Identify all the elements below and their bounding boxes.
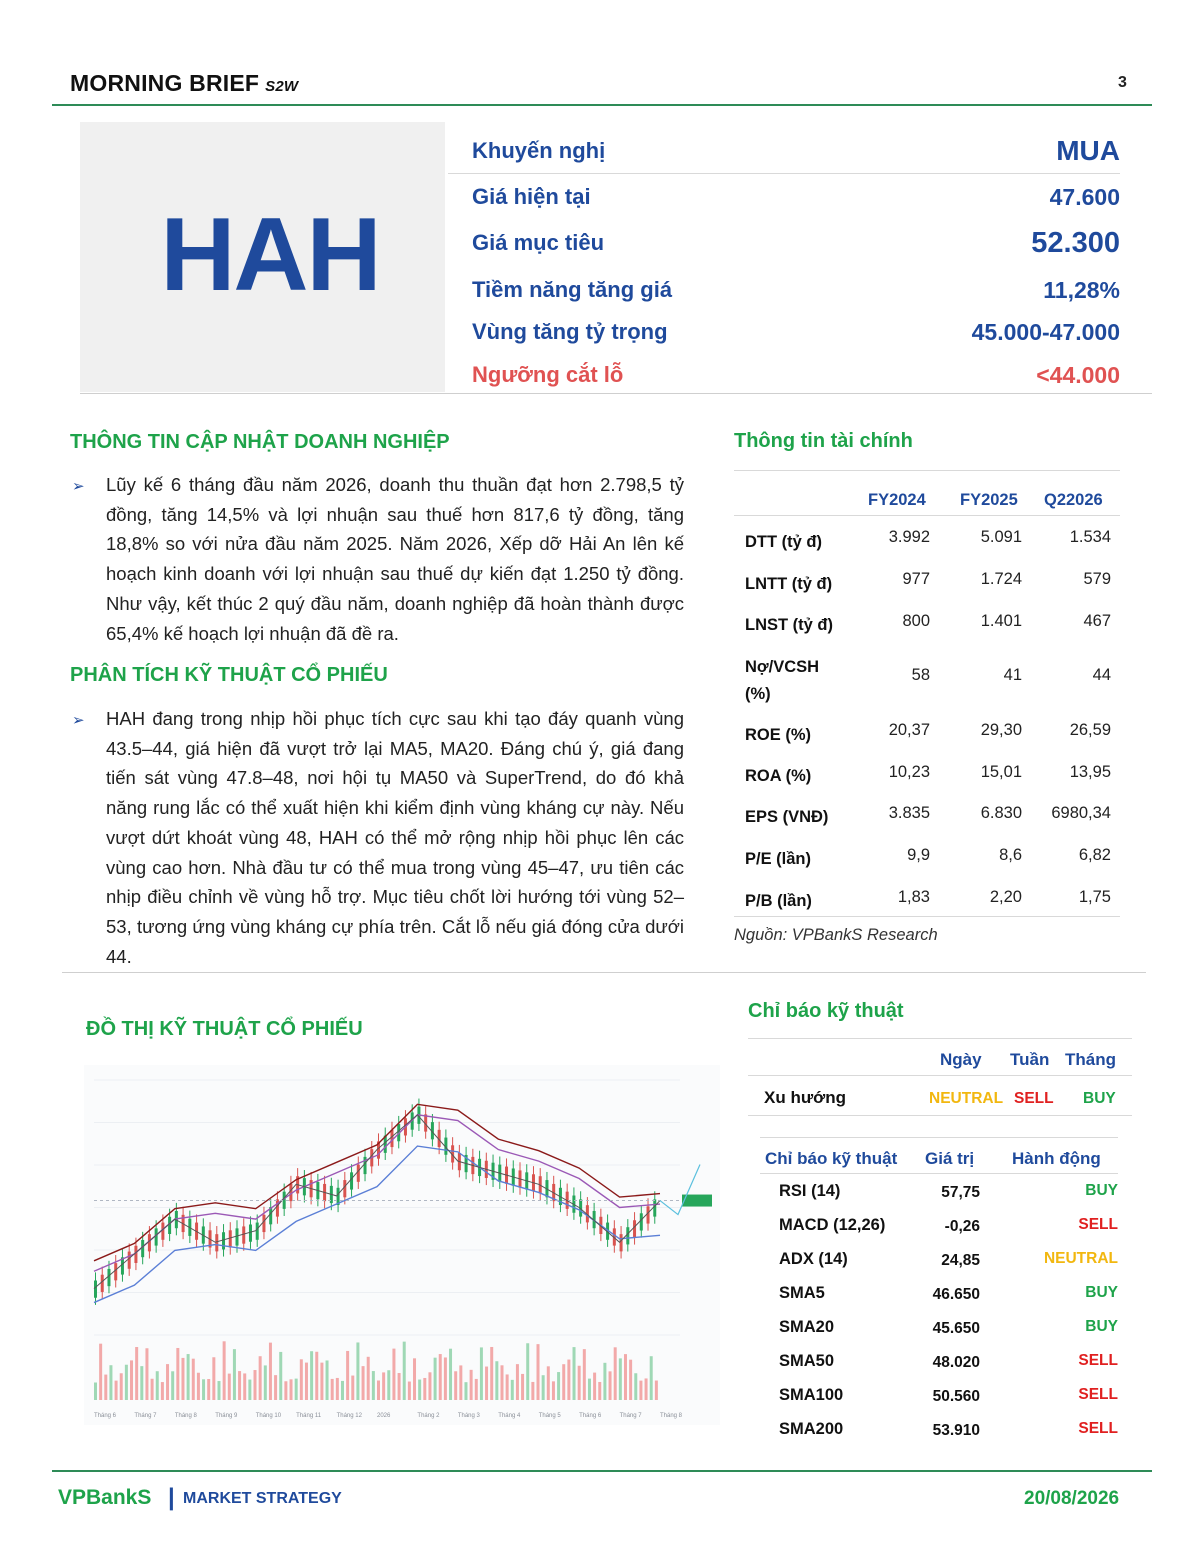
candle-body [94, 1281, 97, 1298]
volume-bar [480, 1347, 483, 1400]
indicator-value: 48.020 [932, 1354, 980, 1371]
candle-body [101, 1275, 104, 1292]
volume-bar [475, 1379, 478, 1400]
indicator-name: SMA50 [779, 1352, 835, 1370]
volume-bar [537, 1344, 540, 1400]
footer-date: 20/08/2026 [1024, 1488, 1120, 1509]
fin-row-label: ROA (%) [745, 767, 812, 785]
technical-section-title: PHÂN TÍCH KỸ THUẬT CỔ PHIẾU [70, 664, 388, 686]
rec-value: <44.000 [1036, 362, 1120, 388]
footer-divider [52, 1470, 1152, 1472]
volume-bar [495, 1361, 498, 1400]
x-tick-label: Tháng 7 [619, 1413, 642, 1419]
volume-bar [341, 1381, 344, 1400]
rec-value: 11,28% [1043, 277, 1120, 303]
rec-value: 52.300 [1031, 227, 1120, 259]
indicator-name: MACD (12,26) [779, 1216, 886, 1234]
volume-bar [295, 1379, 298, 1400]
volume-bar [377, 1380, 380, 1400]
chart-section-title: ĐỒ THỊ KỸ THUẬT CỔ PHIẾU [86, 1018, 363, 1040]
volume-bar [192, 1359, 195, 1400]
footer-brand: VPBankS [58, 1486, 152, 1509]
fin-cell: 579 [1083, 570, 1111, 588]
volume-bar [145, 1348, 148, 1400]
volume-bar [634, 1373, 637, 1400]
candle-body [249, 1225, 252, 1242]
volume-bar [125, 1365, 128, 1400]
ma-line [94, 1115, 660, 1271]
volume-bar [464, 1382, 467, 1400]
indicator-action: BUY [1085, 1284, 1118, 1301]
fin-cell: 6,82 [1078, 846, 1111, 864]
x-tick-label: Tháng 12 [336, 1413, 362, 1419]
volume-bar [120, 1373, 123, 1400]
fin-cell: 3.835 [888, 804, 930, 822]
indicators-divider [748, 1038, 1132, 1039]
volume-bar [639, 1381, 642, 1400]
volume-bar [506, 1374, 509, 1400]
fin-row-label: ROE (%) [745, 726, 811, 744]
indicator-name: ADX (14) [779, 1250, 848, 1268]
fin-cell: 5.091 [980, 528, 1022, 546]
trend-col-month: Tháng [1065, 1050, 1116, 1069]
rec-row-upside [448, 267, 1120, 313]
x-tick-label: Tháng 8 [174, 1413, 197, 1419]
fin-cell: 1,83 [897, 888, 930, 906]
trend-day-value: NEUTRAL [929, 1090, 1004, 1107]
footer-divider-bar: | [168, 1484, 175, 1511]
rec-value: 45.000-47.000 [971, 319, 1120, 345]
volume-bar [470, 1370, 473, 1400]
indicators-divider [760, 1173, 1118, 1174]
indicator-action: SELL [1078, 1386, 1118, 1403]
rec-row-current-price [448, 174, 1120, 220]
volume-bar [202, 1379, 205, 1400]
volume-bar [547, 1366, 550, 1400]
rec-label: Khuyến nghị [472, 138, 606, 163]
volume-bar [573, 1347, 576, 1400]
volume-bar [161, 1382, 164, 1400]
rec-label: Giá mục tiêu [472, 230, 605, 255]
volume-bar [387, 1370, 390, 1400]
fin-cell: 58 [911, 666, 930, 684]
volume-bar [279, 1352, 282, 1400]
rec-label: Vùng tăng tỷ trọng [472, 319, 668, 344]
volume-bar [521, 1374, 524, 1400]
volume-bar [624, 1354, 627, 1400]
fin-row-label: LNTT (tỷ đ) [745, 575, 833, 593]
indicator-name: RSI (14) [779, 1182, 841, 1200]
fin-cell: 13,95 [1069, 763, 1111, 781]
fin-cell: 800 [902, 612, 930, 630]
indicator-action: BUY [1085, 1182, 1118, 1199]
volume-bar [428, 1372, 431, 1400]
volume-bar [382, 1372, 385, 1400]
indicator-value: 24,85 [941, 1252, 980, 1269]
fin-cell: 977 [902, 570, 930, 588]
fin-cell: 3.992 [888, 528, 930, 546]
volume-bar [362, 1366, 365, 1400]
financial-title: Thông tin tài chính [734, 430, 913, 452]
volume-bar [444, 1357, 447, 1400]
volume-bar [454, 1371, 457, 1400]
volume-bar [156, 1371, 159, 1400]
indicator-value: 53.910 [932, 1422, 980, 1439]
volume-bar [516, 1364, 519, 1400]
candle-body [633, 1220, 636, 1237]
volume-bar [557, 1372, 560, 1400]
rec-value: 47.600 [1049, 184, 1120, 210]
candle-body [357, 1165, 360, 1182]
volume-bar [315, 1352, 318, 1400]
volume-bar [392, 1349, 395, 1400]
rec-label: Ngưỡng cắt lỗ [472, 362, 624, 387]
volume-bar [485, 1367, 488, 1400]
financial-divider [734, 515, 1120, 516]
volume-bar [259, 1356, 262, 1400]
candle-body [107, 1269, 110, 1286]
volume-bar [99, 1344, 102, 1400]
indicator-action: BUY [1085, 1318, 1118, 1335]
volume-bar [578, 1366, 581, 1400]
volume-bar [614, 1347, 617, 1400]
fin-cell: 6.830 [980, 804, 1022, 822]
volume-bar [603, 1363, 606, 1400]
volume-bar [305, 1363, 308, 1400]
indicator-value: 45.650 [932, 1320, 980, 1337]
volume-bar [511, 1380, 514, 1400]
section-divider [62, 972, 1146, 973]
volume-bar [650, 1356, 653, 1400]
volume-bar [372, 1371, 375, 1400]
volume-bar [238, 1371, 241, 1400]
x-tick-label: Tháng 5 [538, 1413, 561, 1419]
x-tick-label: Tháng 2 [417, 1413, 440, 1419]
volume-bar [403, 1342, 406, 1400]
trend-week-value: SELL [1014, 1090, 1054, 1107]
candle-body [640, 1213, 643, 1230]
indicator-action: NEUTRAL [1043, 1250, 1118, 1267]
x-tick-label: Tháng 6 [579, 1413, 602, 1419]
rec-row-recommendation [448, 128, 1120, 174]
fin-cell: 26,59 [1069, 721, 1111, 739]
x-tick-label: Tháng 10 [255, 1413, 282, 1419]
indicator-value: 46.650 [932, 1286, 980, 1303]
price-chart-svg [84, 1065, 720, 1425]
candle-body [222, 1232, 225, 1249]
x-tick-label: Tháng 3 [457, 1413, 480, 1419]
volume-bar [418, 1380, 421, 1400]
indicator-value: 57,75 [941, 1184, 980, 1201]
volume-bar [449, 1349, 452, 1400]
indicator-name: SMA100 [779, 1386, 844, 1404]
candle-body [262, 1215, 265, 1232]
fin-cell: 41 [1003, 666, 1022, 684]
volume-bar [645, 1378, 648, 1400]
volume-bar [439, 1354, 442, 1400]
candle-body [242, 1226, 245, 1243]
volume-bar [181, 1358, 184, 1400]
volume-bar [207, 1379, 210, 1400]
volume-bar [367, 1357, 370, 1400]
fin-cell: 10,23 [888, 763, 930, 781]
trend-label: Xu hướng [764, 1088, 846, 1107]
indicator-value: -0,26 [944, 1218, 980, 1235]
volume-bar [542, 1375, 545, 1400]
volume-bar [171, 1371, 174, 1400]
candle-body [114, 1263, 117, 1280]
volume-bar [212, 1357, 215, 1400]
volume-bar [526, 1343, 529, 1400]
indicator-action: SELL [1078, 1420, 1118, 1437]
volume-bar [346, 1351, 349, 1400]
volume-bar [248, 1380, 251, 1400]
fin-cell: 2,20 [989, 888, 1022, 906]
volume-bar [300, 1359, 303, 1400]
trend-col-day: Ngày [940, 1050, 982, 1069]
fin-row-label: P/B (lần) [745, 892, 812, 910]
financial-divider [734, 470, 1120, 471]
candle-body [343, 1180, 346, 1197]
volume-bar [356, 1342, 359, 1400]
ma-line [94, 1146, 660, 1302]
fin-row-label: DTT (tỷ đ) [745, 533, 822, 551]
x-tick-label: Tháng 11 [296, 1413, 322, 1419]
candle-body [647, 1206, 650, 1223]
indicator-name: SMA5 [779, 1284, 825, 1302]
fin-cell: 20,37 [888, 721, 930, 739]
fin-cell: 44 [1092, 666, 1111, 684]
fin-col-header: FY2025 [960, 491, 1018, 509]
financial-divider [734, 916, 1120, 917]
volume-bar [135, 1347, 138, 1400]
volume-bar [609, 1371, 612, 1400]
x-tick-label: Tháng 6 [94, 1413, 117, 1419]
bullet-icon: ➢ [72, 478, 85, 495]
volume-bar [243, 1373, 246, 1400]
fin-row-label: P/E (lần) [745, 850, 812, 868]
candle-body [653, 1199, 656, 1216]
technical-paragraph: HAH đang trong nhịp hồi phục tích cực sau khi tạo đáy quanh vùng 43.5–44, giá hiện đã vượt trở lại MA5, MA20. Đáng chú ý, giá đang tiến sát vùng 47.8–48, nơi hội tụ MA50 và SuperTrend, do đó khả năng rung lắc có thể xuất hiện khi kiểm định vùng kháng cự này. Nếu vượt dứt khoát vùng 48, HAH có thể mở rộng nhịp hồi phục lên các vùng cao hơn. Nhà đầu tư có thể mua trong vùng 45–47, ưu tiên các nhịp điều chỉnh về vùng hỗ trợ. Mục tiêu chốt lời hướng tới vùng 52–53, tương ứng vùng kháng cự phía trên. Cắt lỗ nếu giá đóng cửa dưới 44. [106, 708, 684, 967]
indicators-title: Chỉ báo kỹ thuật [748, 1000, 904, 1022]
fin-col-header: FY2024 [868, 491, 926, 509]
volume-bar [629, 1360, 632, 1400]
volume-bar [151, 1379, 154, 1400]
volume-bar [490, 1347, 493, 1400]
fin-cell: 1.724 [980, 570, 1022, 588]
fin-row-label: Nợ/VCSH [745, 658, 820, 676]
volume-bar [274, 1375, 277, 1400]
fin-cell: 1.401 [980, 612, 1022, 630]
volume-bar [197, 1373, 200, 1400]
candle-body [128, 1252, 131, 1269]
header-divider [52, 104, 1152, 106]
indicators-divider [748, 1115, 1132, 1116]
volume-bar [562, 1364, 565, 1400]
fin-cell: 9,9 [907, 846, 930, 864]
x-tick-label: Tháng 8 [660, 1413, 683, 1419]
volume-bar [130, 1360, 133, 1400]
volume-bar [413, 1358, 416, 1400]
volume-bar [166, 1364, 169, 1400]
volume-bar [176, 1348, 179, 1400]
volume-bar [423, 1378, 426, 1400]
volume-bar [217, 1381, 220, 1400]
fin-row-label: LNST (tỷ đ) [745, 616, 833, 634]
volume-bar [331, 1379, 334, 1400]
candle-body [215, 1234, 218, 1251]
rec-row-target-price [448, 220, 1120, 266]
volume-bar [320, 1363, 323, 1400]
volume-bar [434, 1358, 437, 1400]
candle-body [229, 1230, 232, 1247]
rec-label: Giá hiện tại [472, 184, 591, 209]
volume-bar [284, 1381, 287, 1400]
volume-bar [187, 1354, 190, 1400]
rec-row-stop-loss [448, 352, 1120, 398]
volume-bar [223, 1341, 226, 1400]
report-title [70, 70, 298, 97]
indicator-name: SMA20 [779, 1318, 835, 1336]
fin-cell: 467 [1083, 612, 1111, 630]
trend-month-value: BUY [1083, 1090, 1116, 1107]
volume-bar [228, 1374, 231, 1400]
report-title-text: MORNING BRIEF [70, 70, 260, 96]
fin-cell: 6980,34 [1051, 804, 1111, 822]
ind-col-value: Giá trị [925, 1149, 975, 1168]
volume-bar [552, 1381, 555, 1400]
price-chart [84, 1065, 720, 1425]
candle-body [626, 1227, 629, 1244]
volume-bar [264, 1365, 267, 1400]
volume-bar [531, 1382, 534, 1400]
candle-body [620, 1234, 623, 1251]
fin-cell: 1,75 [1078, 888, 1111, 906]
ind-col-name: Chỉ báo kỹ thuật [765, 1149, 898, 1168]
update-section-title: THÔNG TIN CẬP NHẬT DOANH NGHIỆP [70, 431, 450, 453]
volume-bar [254, 1370, 257, 1400]
volume-bar [269, 1343, 272, 1400]
volume-bar [408, 1382, 411, 1400]
volume-bar [593, 1373, 596, 1400]
volume-bar [567, 1360, 570, 1400]
volume-bar [233, 1349, 236, 1400]
volume-bar [500, 1365, 503, 1400]
volume-bar [310, 1351, 313, 1400]
volume-bar [290, 1379, 293, 1400]
fin-cell: 1.534 [1069, 528, 1111, 546]
volume-bar [140, 1366, 143, 1400]
fin-cell: 8,6 [999, 846, 1022, 864]
volume-bar [115, 1381, 118, 1400]
volume-bar [598, 1382, 601, 1400]
indicator-action: SELL [1078, 1352, 1118, 1369]
indicators-divider [760, 1137, 1118, 1138]
x-tick-label: Tháng 9 [215, 1413, 238, 1419]
ticker-symbol: HAH [160, 197, 380, 313]
rec-row-accumulate-zone [448, 309, 1120, 355]
x-tick-label: 2026 [377, 1413, 391, 1419]
rec-value: MUA [1056, 135, 1120, 166]
volume-bar [583, 1349, 586, 1400]
candle-body [350, 1172, 353, 1189]
page-number: 3 [1118, 74, 1127, 91]
fin-col-header: Q22026 [1044, 491, 1103, 509]
footer-section: MARKET STRATEGY [183, 1490, 342, 1507]
supertrend-line [94, 1104, 660, 1260]
financial-source: Nguồn: VPBankS Research [734, 926, 938, 944]
volume-bar [588, 1379, 591, 1400]
indicator-value: 50.560 [932, 1388, 980, 1405]
volume-bar [336, 1378, 339, 1400]
trend-col-week: Tuần [1010, 1050, 1050, 1069]
volume-bar [655, 1381, 658, 1400]
volume-bar [94, 1383, 97, 1401]
indicators-divider [748, 1075, 1132, 1076]
candle-body [256, 1223, 259, 1240]
fin-row-label: EPS (VNĐ) [745, 808, 829, 826]
report-subtitle: S2W [265, 78, 299, 95]
update-paragraph: Lũy kế 6 tháng đầu năm 2026, doanh thu thuần đạt hơn 2.798,5 tỷ đồng, tăng 14,5% và lợi nhuận sau thuế hơn 817,6 tỷ đồng, tăng 18,8% so với nửa đầu năm 2025. Năm 2026, Xếp dỡ Hải An lên kế hoạch kinh doanh với lợi nhuận sau thuế dự kiến đạt 1.250 tỷ đồng. Như vậy, kết thúc 2 quý đầu năm, doanh nghiệp đã hoàn thành được 65,4% kế hoạch lợi nhuận đã đề ra. [106, 474, 684, 644]
candle-body [236, 1228, 239, 1245]
ind-col-action: Hành động [1012, 1149, 1101, 1168]
volume-bar [351, 1376, 354, 1400]
bullet-icon: ➢ [72, 712, 85, 729]
fin-cell: 29,30 [980, 721, 1022, 739]
volume-bar [459, 1365, 462, 1400]
volume-bar [326, 1360, 329, 1400]
volume-bar [109, 1365, 112, 1400]
volume-bar [619, 1358, 622, 1400]
volume-bar [398, 1373, 401, 1400]
x-tick-label: Tháng 4 [498, 1413, 521, 1419]
indicator-name: SMA200 [779, 1420, 844, 1438]
x-tick-label: Tháng 7 [134, 1413, 157, 1419]
indicator-action: SELL [1078, 1216, 1118, 1233]
rec-label: Tiềm năng tăng giá [472, 277, 673, 302]
rec-bottom-divider [80, 393, 1152, 394]
fin-row-label-unit: (%) [745, 685, 771, 703]
volume-bar [104, 1375, 107, 1400]
fin-cell: 15,01 [980, 763, 1022, 781]
